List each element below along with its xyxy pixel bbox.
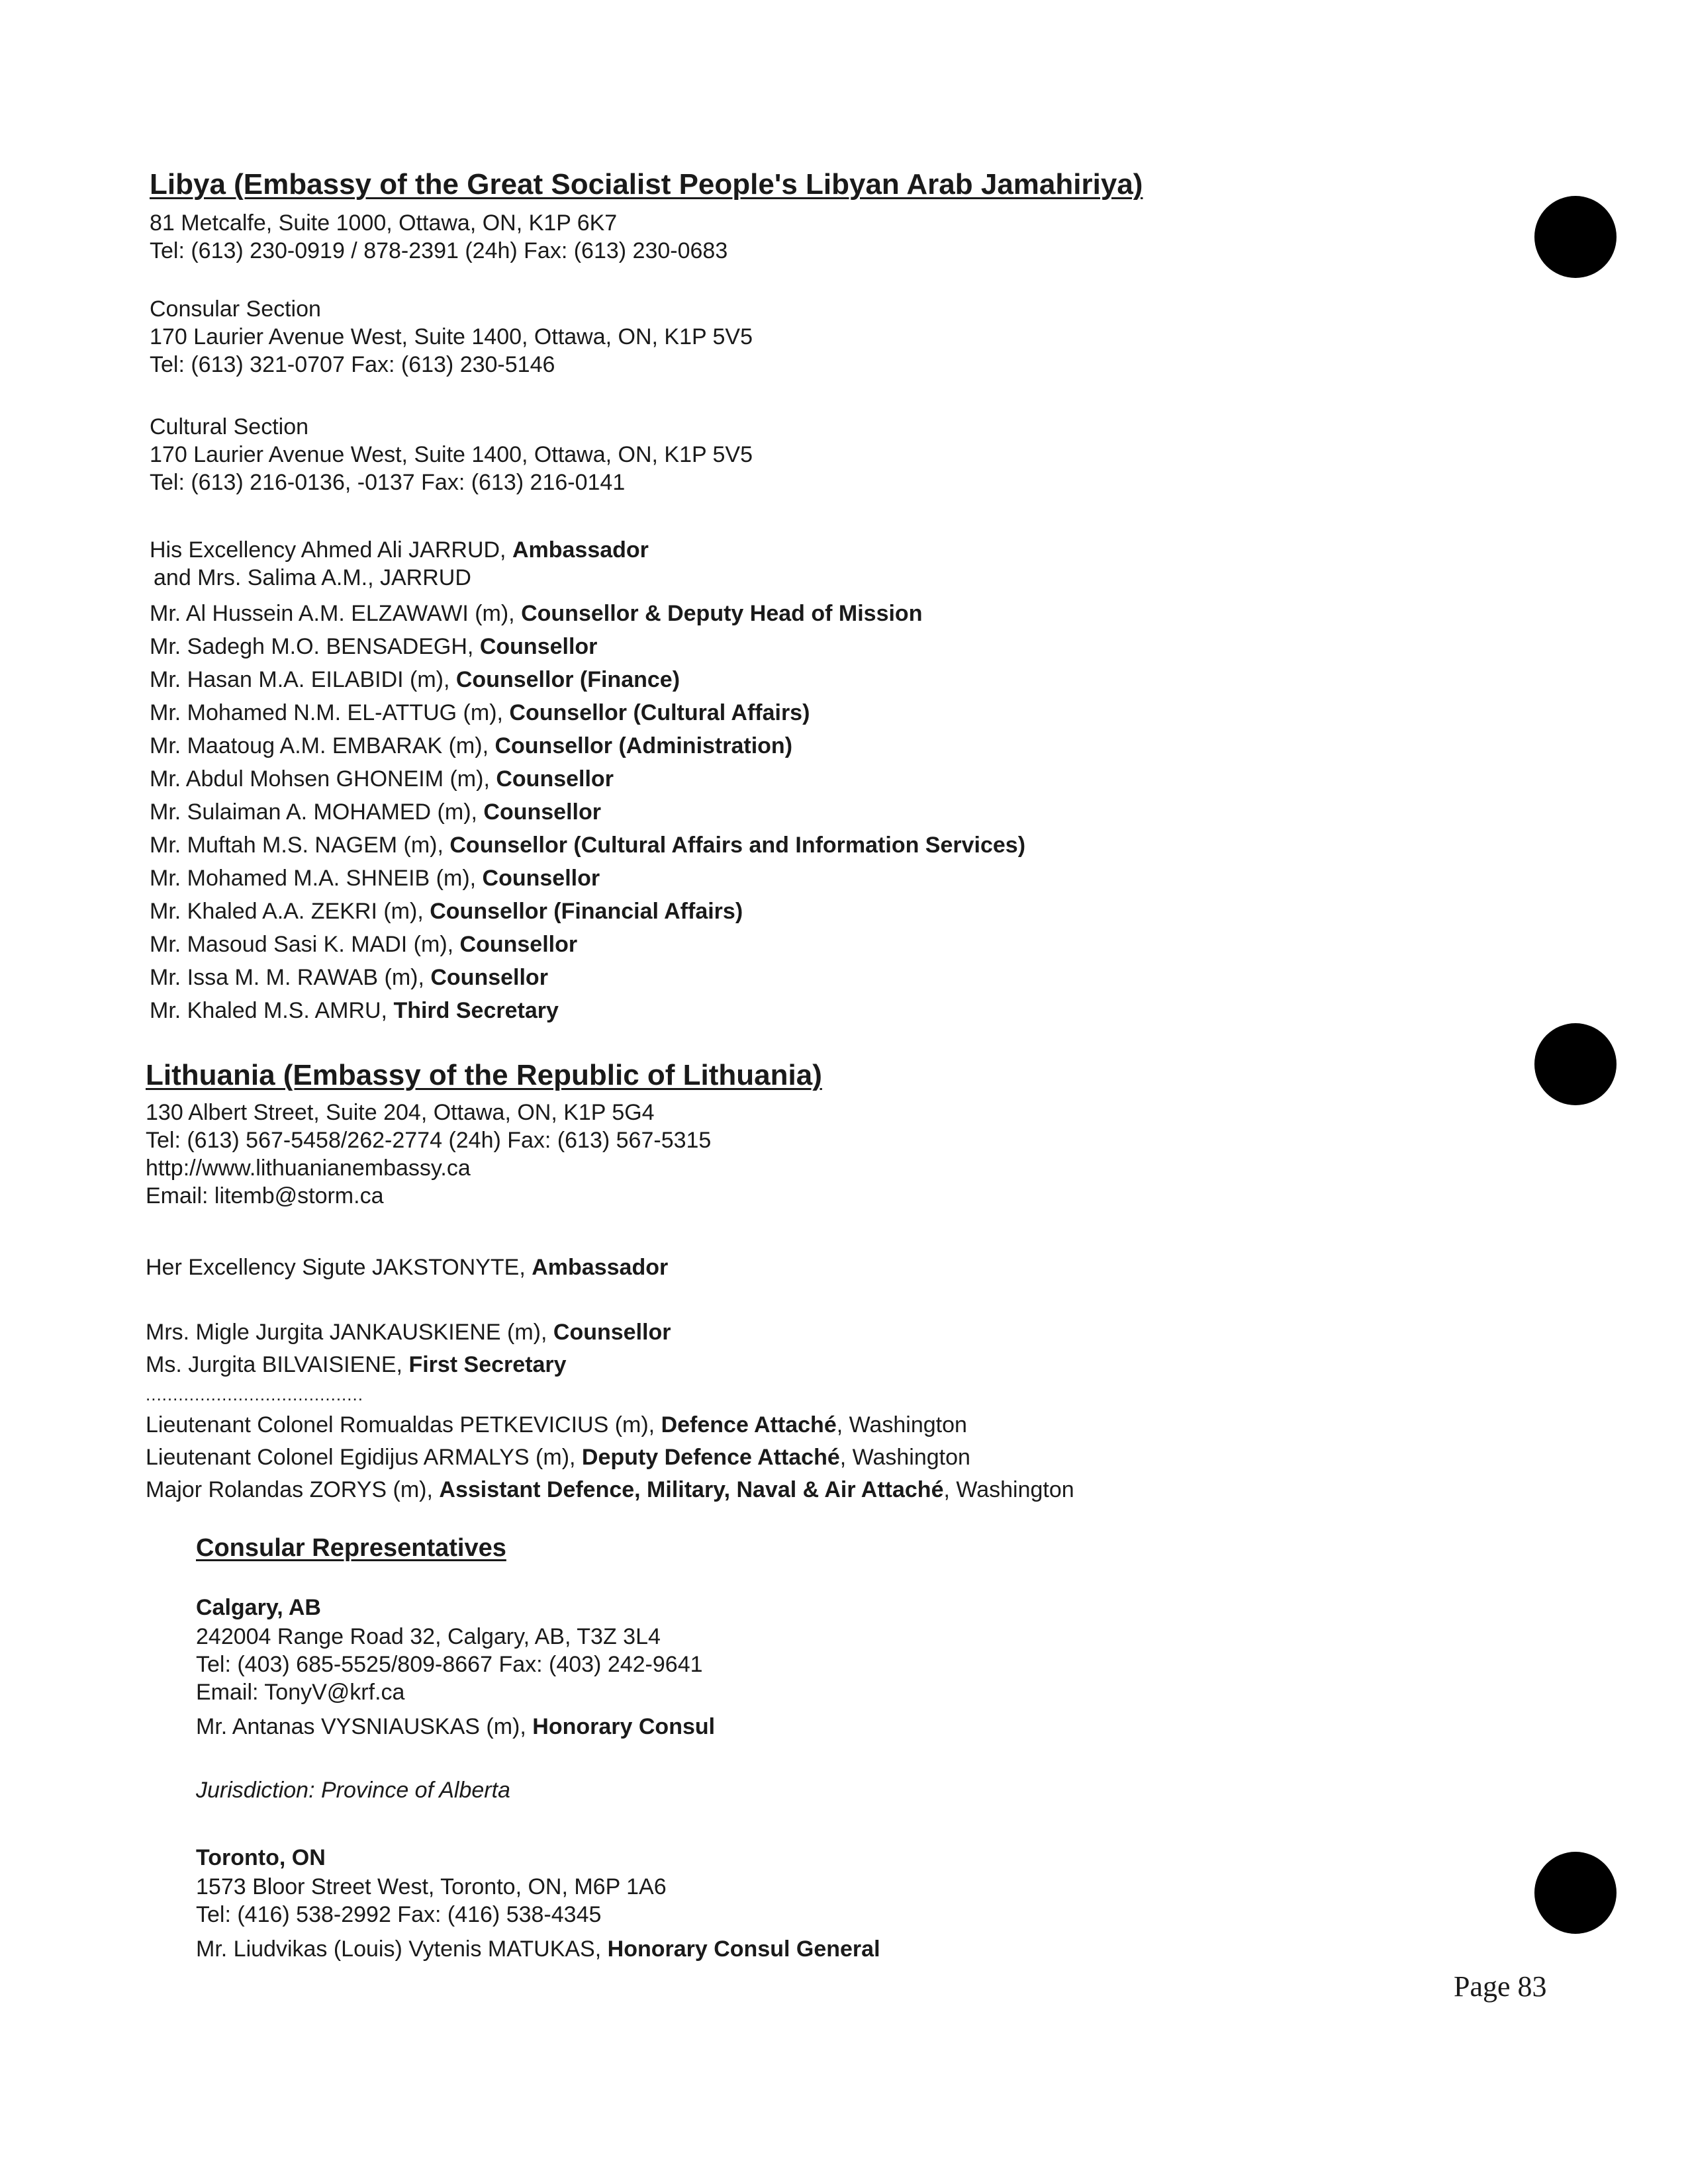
person-name: His Excellency Ahmed Ali JARRUD, (150, 537, 512, 563)
staff-row (150, 798, 1025, 831)
person-title: Counsellor (Finance) (455, 667, 680, 692)
staff-row (150, 765, 1025, 798)
person-location: , Washington (836, 1412, 967, 1437)
calgary-city: Calgary, AB (196, 1595, 321, 1620)
punch-hole-middle (1534, 1023, 1617, 1105)
calgary-phone: Tel: (403) 685-5525/809-8667 Fax: (403) 242-9641 (196, 1652, 703, 1677)
libya-phone: Tel: (613) 230-0919 / 878-2391 (24h) Fax: (613) 230-0683 (150, 238, 728, 263)
person-title: Honorary Consul (532, 1714, 716, 1739)
person-name: Mr. Sadegh M.O. BENSADEGH, (150, 634, 480, 659)
person-name: Mr. Mohamed M.A. SHNEIB (m), (150, 866, 483, 891)
person-title: Counsellor (Cultural Affairs and Information Services) (449, 833, 1026, 858)
staff-row (150, 633, 1025, 666)
punch-hole-top (1534, 196, 1617, 278)
person-title: First Secretary (408, 1352, 567, 1377)
staff-row (146, 1318, 671, 1351)
punch-hole-bottom (1534, 1852, 1617, 1934)
toronto-consul (196, 1935, 880, 1963)
person-title: Counsellor (479, 634, 598, 659)
person-title: Counsellor (553, 1320, 671, 1345)
person-title: Counsellor (483, 799, 601, 825)
person-name: Mr. Khaled A.A. ZEKRI (m), (150, 899, 430, 924)
staff-row (150, 666, 1025, 699)
consular-representatives-heading: Consular Representatives (196, 1534, 506, 1562)
person-title: Deputy Defence Attaché (581, 1445, 840, 1470)
staff-row (146, 1351, 671, 1383)
person-name: Lieutenant Colonel Romualdas PETKEVICIUS (m), (146, 1412, 661, 1437)
person-title: Counsellor (Administration) (494, 733, 793, 758)
person-name: Mr. Hasan M.A. EILABIDI (m), (150, 667, 456, 692)
person-name: Mrs. Migle Jurgita JANKAUSKIENE (m), (146, 1320, 553, 1345)
person-name: Ms. Jurgita BILVAISIENE, (146, 1352, 409, 1377)
person-name: Mr. Khaled M.S. AMRU, (150, 998, 394, 1023)
libya-consular-title: Consular Section (150, 296, 321, 322)
person-name: Mr. Masoud Sasi K. MADI (m), (150, 932, 460, 957)
staff-row (150, 600, 1025, 633)
person-title: Assistant Defence, Military, Naval & Air Attaché (439, 1477, 944, 1502)
libya-address: 81 Metcalfe, Suite 1000, Ottawa, ON, K1P 6K7 (150, 210, 618, 236)
attache-row (146, 1411, 1074, 1443)
libya-ambassador (150, 536, 649, 564)
libya-spouse: and Mrs. Salima A.M., JARRUD (154, 565, 471, 590)
calgary-address: 242004 Range Road 32, Calgary, AB, T3Z 3L4 (196, 1624, 661, 1649)
staff-row (150, 831, 1025, 864)
lithuania-attache-list (146, 1411, 1074, 1508)
person-title: Counsellor (Financial Affairs) (430, 899, 743, 924)
toronto-phone: Tel: (416) 538-2992 Fax: (416) 538-4345 (196, 1902, 602, 1927)
person-name: Mr. Sulaiman A. MOHAMED (m), (150, 799, 484, 825)
person-name: Mr. Al Hussein A.M. ELZAWAWI (m), (150, 601, 522, 626)
separator-dots: ........................................ (146, 1385, 363, 1404)
lithuania-email: Email: litemb@storm.ca (146, 1183, 384, 1208)
person-title: Ambassador (532, 1255, 669, 1280)
lithuania-heading: Lithuania (Embassy of the Republic of Lithuania) (146, 1059, 822, 1091)
libya-cultural-address: 170 Laurier Avenue West, Suite 1400, Ottawa, ON, K1P 5V5 (150, 442, 753, 467)
toronto-city: Toronto, ON (196, 1845, 326, 1870)
person-location: , Washington (839, 1445, 970, 1470)
person-title: Counsellor (Cultural Affairs) (509, 700, 810, 725)
libya-heading: Libya (Embassy of the Great Socialist People's Libyan Arab Jamahiriya) (150, 168, 1143, 201)
person-title: Counsellor (496, 766, 614, 792)
person-name: Mr. Liudvikas (Louis) Vytenis MATUKAS, (196, 1936, 608, 1962)
libya-consular-address: 170 Laurier Avenue West, Suite 1400, Ottawa, ON, K1P 5V5 (150, 324, 753, 349)
person-name: Mr. Maatoug A.M. EMBARAK (m), (150, 733, 495, 758)
lithuania-ambassador (146, 1253, 668, 1281)
lithuania-phone: Tel: (613) 567-5458/262-2774 (24h) Fax: (613) 567-5315 (146, 1128, 712, 1153)
lithuania-staff-list (146, 1318, 671, 1383)
person-name: Mr. Mohamed N.M. EL-ATTUG (m), (150, 700, 510, 725)
person-name: Mr. Issa M. M. RAWAB (m), (150, 965, 431, 990)
person-title: Honorary Consul General (607, 1936, 880, 1962)
person-title: Third Secretary (393, 998, 559, 1023)
calgary-consul (196, 1713, 715, 1741)
toronto-address: 1573 Bloor Street West, Toronto, ON, M6P 1A6 (196, 1874, 667, 1899)
libya-staff-list (150, 600, 1025, 1030)
staff-row (150, 864, 1025, 897)
staff-row (150, 997, 1025, 1030)
person-name: Mr. Antanas VYSNIAUSKAS (m), (196, 1714, 533, 1739)
staff-row (150, 964, 1025, 997)
attache-row (146, 1476, 1074, 1508)
staff-row (150, 732, 1025, 765)
person-title: Ambassador (512, 537, 649, 563)
person-title: Counsellor (482, 866, 600, 891)
person-name: Her Excellency Sigute JAKSTONYTE, (146, 1255, 532, 1280)
calgary-jurisdiction: Jurisdiction: Province of Alberta (196, 1778, 510, 1803)
lithuania-address: 130 Albert Street, Suite 204, Ottawa, ON, K1P 5G4 (146, 1100, 655, 1125)
person-title: Counsellor (430, 965, 548, 990)
person-location: , Washington (943, 1477, 1074, 1502)
person-name: Lieutenant Colonel Egidijus ARMALYS (m), (146, 1445, 582, 1470)
page-number: Page 83 (1454, 1970, 1547, 2003)
libya-cultural-title: Cultural Section (150, 414, 309, 439)
libya-consular-phone: Tel: (613) 321-0707 Fax: (613) 230-5146 (150, 352, 555, 377)
person-title: Defence Attaché (661, 1412, 837, 1437)
staff-row (150, 931, 1025, 964)
staff-row (150, 897, 1025, 931)
person-name: Mr. Abdul Mohsen GHONEIM (m), (150, 766, 496, 792)
calgary-email: Email: TonyV@krf.ca (196, 1680, 405, 1705)
person-title: Counsellor (459, 932, 578, 957)
attache-row (146, 1443, 1074, 1476)
person-title: Counsellor & Deputy Head of Mission (521, 601, 923, 626)
person-name: Mr. Muftah M.S. NAGEM (m), (150, 833, 450, 858)
libya-cultural-phone: Tel: (613) 216-0136, -0137 Fax: (613) 216-0141 (150, 470, 626, 495)
person-name: Major Rolandas ZORYS (m), (146, 1477, 440, 1502)
lithuania-website: http://www.lithuanianembassy.ca (146, 1156, 471, 1181)
staff-row (150, 699, 1025, 732)
